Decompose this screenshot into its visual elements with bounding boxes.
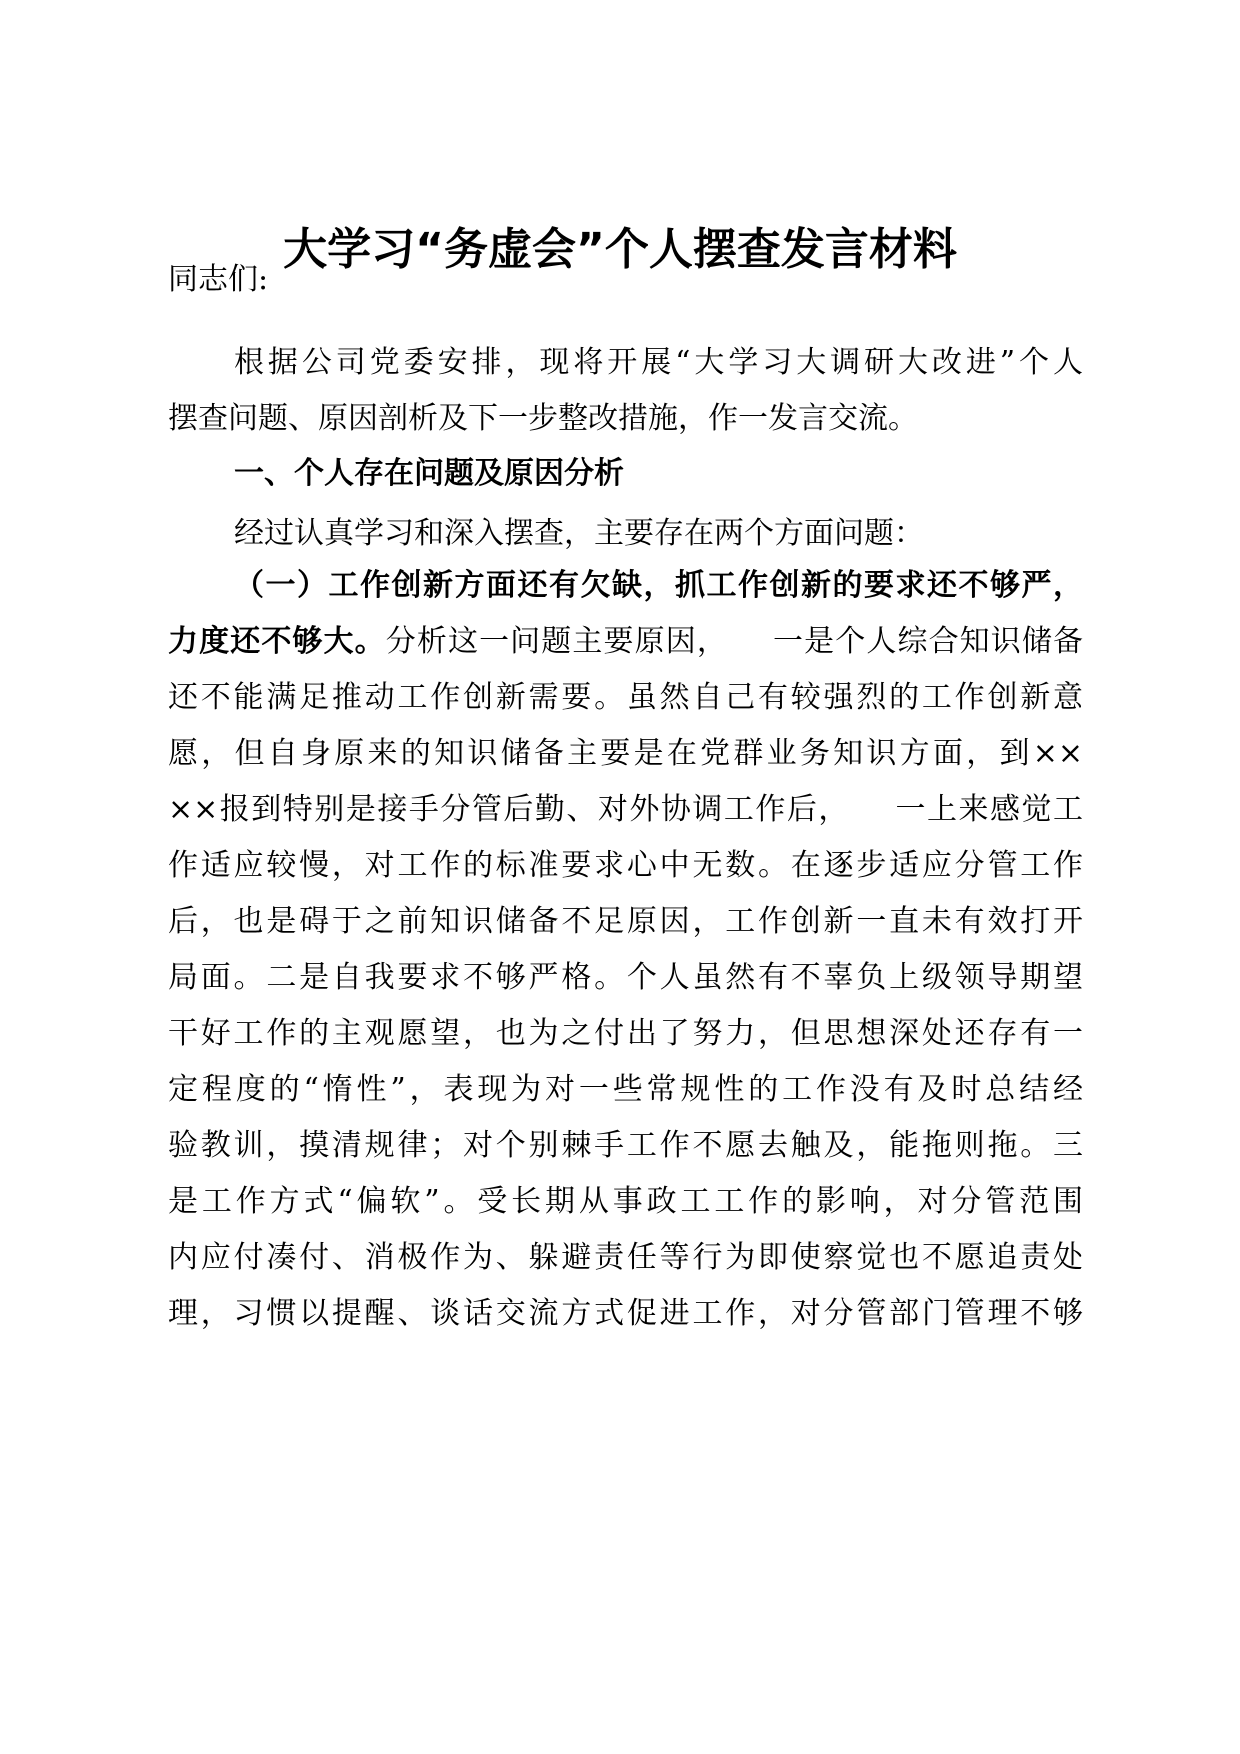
paragraph-line: 局面。二是自我要求不够严格。个人虽然有不辜负上级领导期望 [168,960,1083,995]
subsection-heading-line: （一）工作创新方面还有欠缺，抓工作创新的要求还不够严， [234,568,1083,603]
paragraph-line: 是工作方式“偏软”。受长期从事政工工作的影响，对分管范围 [168,1184,1083,1219]
intro-line-2: 摆查问题、原因剖析及下一步整改措施，作一发言交流。 [168,401,918,436]
paragraph-line: 验教训，摸清规律；对个别棘手工作不愿去触及，能拖则拖。三 [168,1128,1083,1163]
paragraph-line: 干好工作的主观愿望，也为之付出了努力，但思想深处还存有一 [168,1016,1083,1051]
paragraph-line [168,614,1083,670]
paragraph-line: 作适应较慢，对工作的标准要求心中无数。在逐步适应分管工作 [168,848,1083,883]
intro-paragraph [168,335,1083,447]
section-heading: 一、个人存在问题及原因分析 [234,456,624,491]
paragraph-text: 分析这一问题主要原因， [385,624,728,659]
paragraph-line: 还不能满足推动工作创新需要。虽然自己有较强烈的工作创新意 [168,680,1083,715]
paragraph-text: ××报到特别是接手分管后勤、对外协调工作后， [168,792,850,827]
paragraph-line: 定程度的“惰性”，表现为对一些常规性的工作没有及时总结经 [168,1072,1083,1107]
paragraph-text: 一上来感觉工 [893,792,1084,827]
subsection-paragraph [168,558,1083,1342]
paragraph-line: 愿，但自身原来的知识储备主要是在党群业务知识方面，到×× [168,736,1083,771]
section-lead-paragraph [168,506,1083,562]
paragraph-line: 理，习惯以提醒、谈话交流方式促进工作，对分管部门管理不够 [168,1296,1083,1331]
paragraph-text: 一是个人综合知识储备 [771,624,1084,659]
section-lead: 经过认真学习和深入摆查，主要存在两个方面问题： [234,516,924,551]
paragraph-line [168,782,1083,838]
document-title: 大学习“务虚会”个人摆查发言材料 [283,224,957,275]
intro-line-1: 根据公司党委安排，现将开展“大学习大调研大改进”个人 [234,345,1083,380]
paragraph-line: 后，也是碍于之前知识储备不足原因，工作创新一直未有效打开 [168,904,1083,939]
subsection-heading-tail: 力度还不够大。 [168,624,386,659]
paragraph-line: 内应付凑付、消极作为、躲避责任等行为即使察觉也不愿追责处 [168,1240,1083,1275]
salutation: 同志们: [168,262,269,297]
